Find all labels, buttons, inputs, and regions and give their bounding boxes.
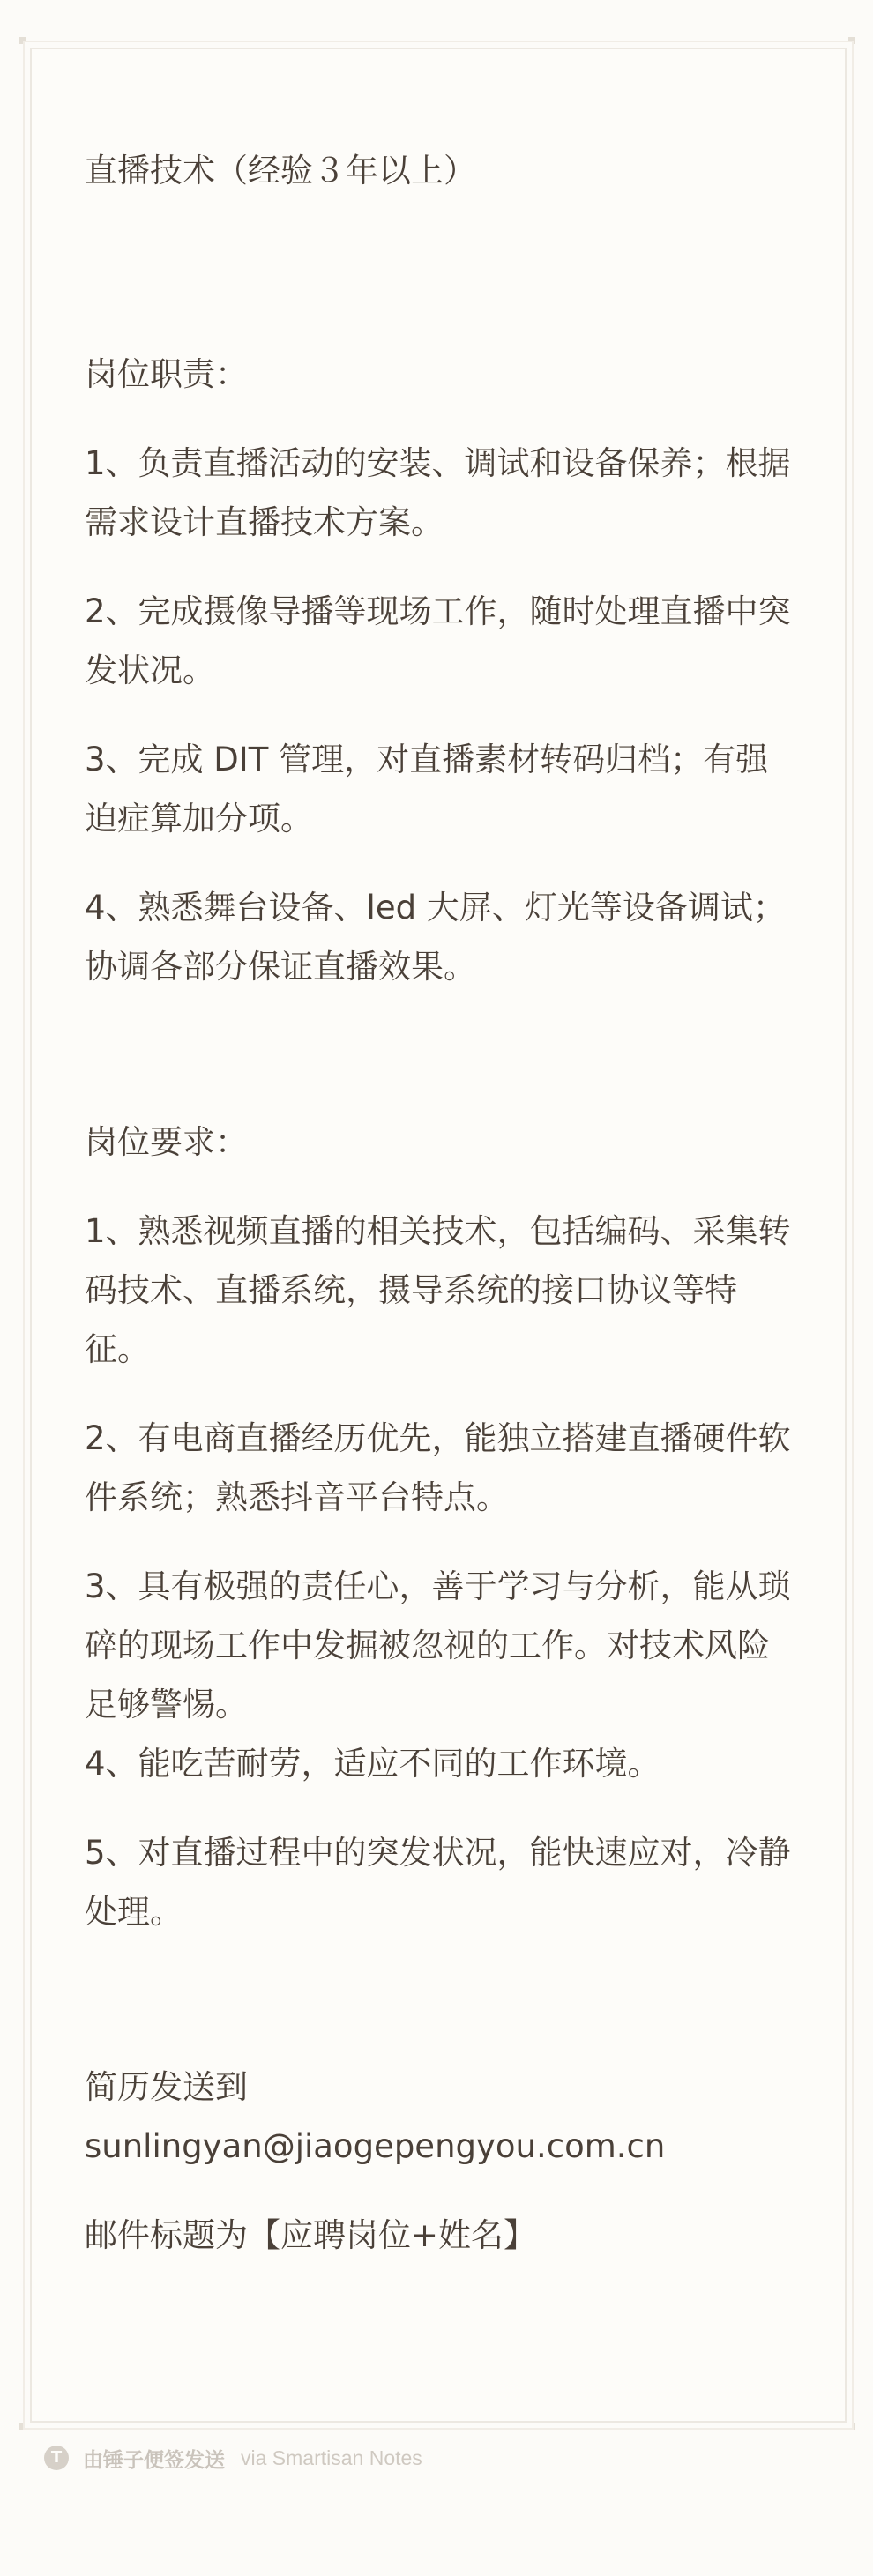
requirement-item: 1、熟悉视频直播的相关技术，包括编码、采集转码技术、直播系统，摄导系统的接口协议等特征。: [85, 1212, 791, 1368]
responsibility-item: 3、完成 DIT 管理，对直播素材转码归档；有强迫症算加分项。: [85, 741, 769, 838]
card-corner-top-right: [848, 37, 855, 44]
job-title: 直播技术（经验３年以上）: [85, 152, 476, 190]
requirement-item: 3、具有极强的责任心，善于学习与分析，能从琐碎的现场工作中发掘被忽视的工作。对技术风险足够警惕。: [85, 1567, 791, 1724]
section-spacer: [85, 996, 795, 1113]
smartisan-logo-icon: T: [44, 2446, 69, 2470]
requirement-item: 4、能吃苦耐劳，适应不同的工作环境。: [85, 1745, 660, 1783]
requirement-item: 2、有电商直播经历优先，能独立搭建直播硬件软件系统；熟悉抖音平台特点。: [85, 1419, 791, 1516]
footer-via: via Smartisan Notes: [241, 2446, 422, 2469]
note-content: [85, 141, 795, 2265]
contact-email: sunlingyan@jiaogepengyou.com.cn: [85, 2127, 666, 2165]
responsibility-item: 2、完成摄像导播等现场工作，随时处理直播中突发状况。: [85, 592, 791, 689]
requirements-heading: 岗位要求：: [85, 1123, 248, 1161]
footer-brand: 由锤子便签发送: [83, 2448, 225, 2472]
card-corner-bottom-right: [848, 2423, 855, 2430]
email-subject-instruction: 邮件标题为【应聘岗位+姓名】: [85, 2216, 537, 2254]
note-footer: [44, 2444, 422, 2472]
resume-send-to-label: 简历发送到: [85, 2068, 248, 2106]
responsibility-item: 1、负责直播活动的安装、调试和设备保养；根据需求设计直播技术方案。: [85, 444, 791, 541]
responsibility-item: 4、熟悉舞台设备、led 大屏、灯光等设备调试；协调各部分保证直播效果。: [85, 889, 786, 986]
responsibilities-heading: 岗位职责：: [85, 355, 248, 393]
card-corner-top-left: [19, 37, 26, 44]
requirement-item: 5、对直播过程中的突发状况，能快速应对，冷静处理。: [85, 1834, 791, 1931]
card-corner-bottom-left: [19, 2423, 26, 2430]
